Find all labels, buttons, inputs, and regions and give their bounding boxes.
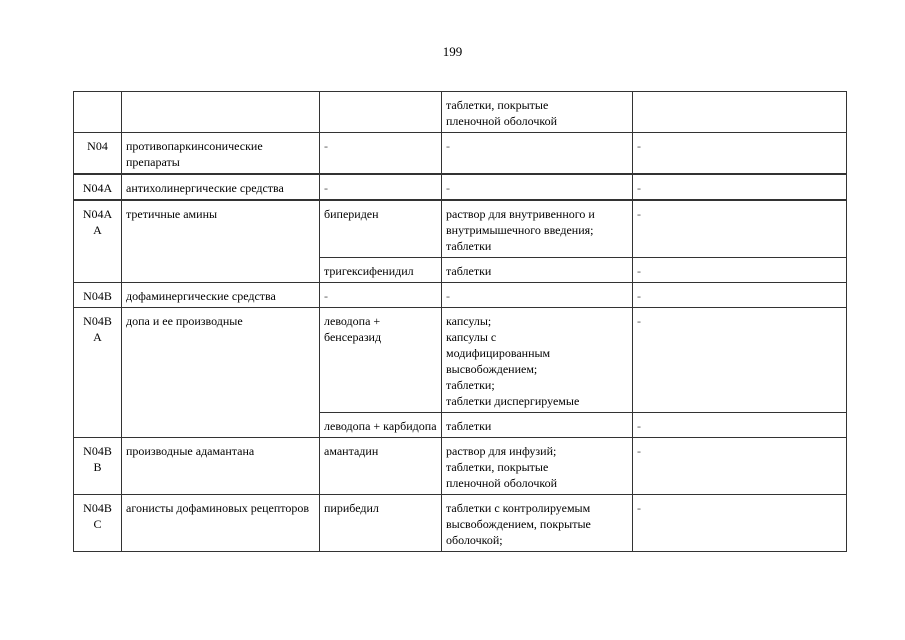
anatomical-group-cell: [122, 92, 320, 133]
dosage-form-line: высвобождением;: [446, 362, 538, 376]
atc-code-cell: N04B C: [74, 495, 122, 552]
table-row: [74, 308, 847, 413]
substance-name-cell: тригексифенидил: [320, 258, 442, 283]
note-cell: -: [633, 438, 847, 495]
dosage-form-line: пленочной оболочкой: [446, 114, 558, 128]
substance-name-cell: -: [320, 283, 442, 308]
table-row: [74, 133, 847, 175]
dosage-form-line: капсулы с: [446, 330, 497, 344]
dosage-form-line: пленочной оболочкой: [446, 476, 558, 490]
substance-name-cell: бипериден: [320, 200, 442, 258]
dosage-forms-cell: [442, 174, 633, 200]
note-cell: [633, 92, 847, 133]
dosage-form-line: таблетки, покрытые: [446, 98, 549, 112]
anatomical-group-cell: антихолинергические средства: [122, 174, 320, 200]
dosage-form-line: таблетки: [446, 419, 492, 433]
dosage-form-line: раствор для внутривенного и: [446, 207, 595, 221]
note-cell: -: [633, 174, 847, 200]
dosage-forms-cell: [442, 413, 633, 438]
dosage-form-line: -: [446, 139, 450, 153]
table-row: [74, 283, 847, 308]
dosage-form-line: раствор для инфузий;: [446, 444, 557, 458]
dosage-form-line: высвобождением, покрытые: [446, 517, 591, 531]
page-number: 199: [442, 44, 463, 59]
dosage-form-line: -: [446, 289, 450, 303]
note-cell: -: [633, 200, 847, 258]
dosage-form-line: таблетки, покрытые: [446, 460, 549, 474]
note-cell: -: [633, 413, 847, 438]
dosage-form-line: модифицированным: [446, 346, 551, 360]
substance-name-cell: -: [320, 174, 442, 200]
dosage-forms-cell: [442, 92, 633, 133]
dosage-form-line: таблетки;: [446, 378, 495, 392]
table-body: [74, 92, 847, 552]
substance-name-cell: -: [320, 133, 442, 175]
anatomical-group-cell: дофаминергические средства: [122, 283, 320, 308]
atc-code-cell: N04A A: [74, 200, 122, 283]
substance-name-cell: пирибедил: [320, 495, 442, 552]
anatomical-group-cell: производные адамантана: [122, 438, 320, 495]
substance-name-cell: леводопа + бенсеразид: [320, 308, 442, 413]
note-cell: -: [633, 258, 847, 283]
substance-name-cell: леводопа + карбидопа: [320, 413, 442, 438]
table-row: [74, 92, 847, 133]
dosage-form-line: капсулы;: [446, 314, 492, 328]
table-row: [74, 174, 847, 200]
anatomical-group-cell: противопаркинсонические препараты: [122, 133, 320, 175]
drug-classification-table: [73, 91, 847, 552]
table-row: [74, 495, 847, 552]
dosage-form-line: таблетки: [446, 239, 492, 253]
anatomical-group-cell: допа и ее производные: [122, 308, 320, 438]
dosage-form-line: оболочкой;: [446, 533, 503, 547]
note-cell: -: [633, 495, 847, 552]
note-cell: -: [633, 283, 847, 308]
substance-name-cell: [320, 92, 442, 133]
note-cell: -: [633, 308, 847, 413]
dosage-forms-cell: [442, 133, 633, 175]
anatomical-group-cell: третичные амины: [122, 200, 320, 283]
atc-code-cell: N04B A: [74, 308, 122, 438]
atc-code-cell: N04B: [74, 283, 122, 308]
dosage-form-line: -: [446, 181, 450, 195]
atc-code-cell: [74, 92, 122, 133]
dosage-form-line: таблетки с контролируемым: [446, 501, 591, 515]
dosage-forms-cell: [442, 308, 633, 413]
dosage-forms-cell: [442, 283, 633, 308]
table-row: [74, 438, 847, 495]
dosage-form-line: таблетки диспергируемые: [446, 394, 580, 408]
dosage-forms-cell: [442, 258, 633, 283]
dosage-form-line: внутримышечного введения;: [446, 223, 594, 237]
dosage-forms-cell: [442, 200, 633, 258]
note-cell: -: [633, 133, 847, 175]
table-row: [74, 200, 847, 258]
substance-name-cell: амантадин: [320, 438, 442, 495]
dosage-forms-cell: [442, 495, 633, 552]
dosage-form-line: таблетки: [446, 264, 492, 278]
anatomical-group-cell: агонисты дофаминовых рецепторов: [122, 495, 320, 552]
atc-code-cell: N04B B: [74, 438, 122, 495]
atc-code-cell: N04: [74, 133, 122, 175]
atc-code-cell: N04A: [74, 174, 122, 200]
dosage-forms-cell: [442, 438, 633, 495]
